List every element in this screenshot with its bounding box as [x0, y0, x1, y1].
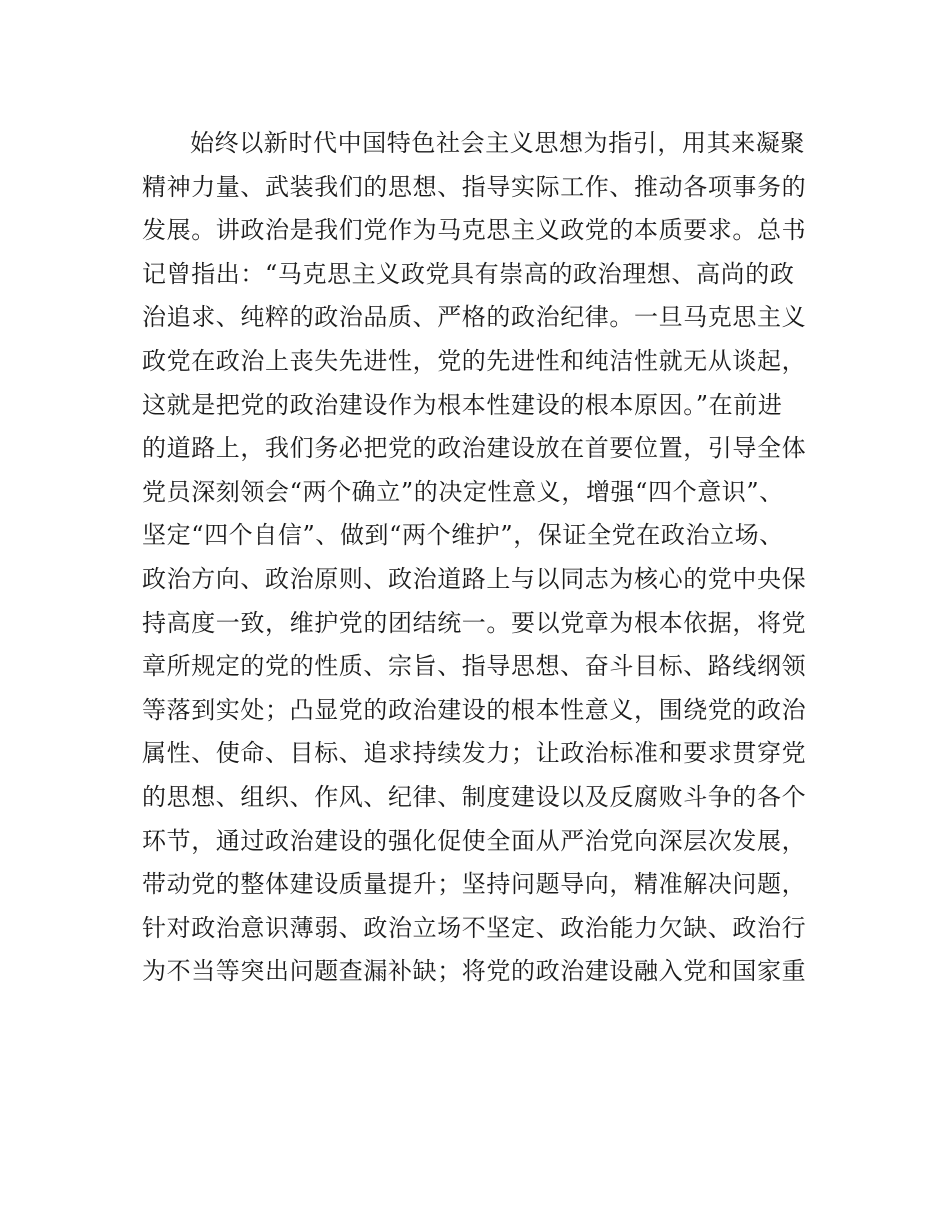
text-line: 的思想、组织、作风、纪律、制度建设以及反腐败斗争的各个 — [142, 782, 807, 811]
text-line: 政治方向、政治原则、政治道路上与以同志为核心的党中央保 — [142, 564, 807, 593]
text-line: 记曾指出：“马克思主义政党具有崇高的政治理想、高尚的政 — [142, 259, 795, 288]
text-line: 坚定“四个自信”、做到“两个维护”，保证全党在政治立场、 — [142, 521, 784, 550]
text-line: 为不当等突出问题查漏补缺；将党的政治建设融入党和国家重 — [142, 957, 807, 986]
text-line: 的道路上，我们务必把党的政治建设放在首要位置，引导全体 — [142, 434, 807, 463]
text-line: 始终以新时代中国特色社会主义思想为指引，用其来凝聚 — [190, 129, 805, 157]
text-line: 带动党的整体建设质量提升；坚持问题导向，精准解决问题， — [142, 870, 807, 899]
text-line: 政党在政治上丧失先进性，党的先进性和纯洁性就无从谈起， — [142, 346, 807, 375]
text-line: 党员深刻领会“两个确立”的决定性意义，增强“四个意识”、 — [142, 477, 784, 506]
text-line: 发展。讲政治是我们党作为马克思主义政党的本质要求。总书 — [142, 216, 807, 245]
text-line: 属性、使命、目标、追求持续发力；让政治标准和要求贯穿党 — [142, 739, 807, 768]
body-paragraph — [142, 122, 832, 994]
text-line: 章所规定的党的性质、宗旨、指导思想、奋斗目标、路线纲领 — [142, 652, 807, 681]
text-line: 这就是把党的政治建设作为根本性建设的根本原因。”在前进 — [142, 390, 783, 419]
text-line: 持高度一致，维护党的团结统一。要以党章为根本依据，将党 — [142, 608, 807, 637]
text-line: 治追求、纯粹的政治品质、严格的政治纪律。一旦马克思主义 — [142, 303, 807, 332]
text-line: 环节，通过政治建设的强化促使全面从严治党向深层次发展， — [142, 826, 807, 855]
text-line: 等落到实处；凸显党的政治建设的根本性意义，围绕党的政治 — [142, 695, 807, 724]
text-line: 精神力量、武装我们的思想、指导实际工作、推动各项事务的 — [142, 172, 807, 201]
text-line: 针对政治意识薄弱、政治立场不坚定、政治能力欠缺、政治行 — [142, 913, 807, 942]
